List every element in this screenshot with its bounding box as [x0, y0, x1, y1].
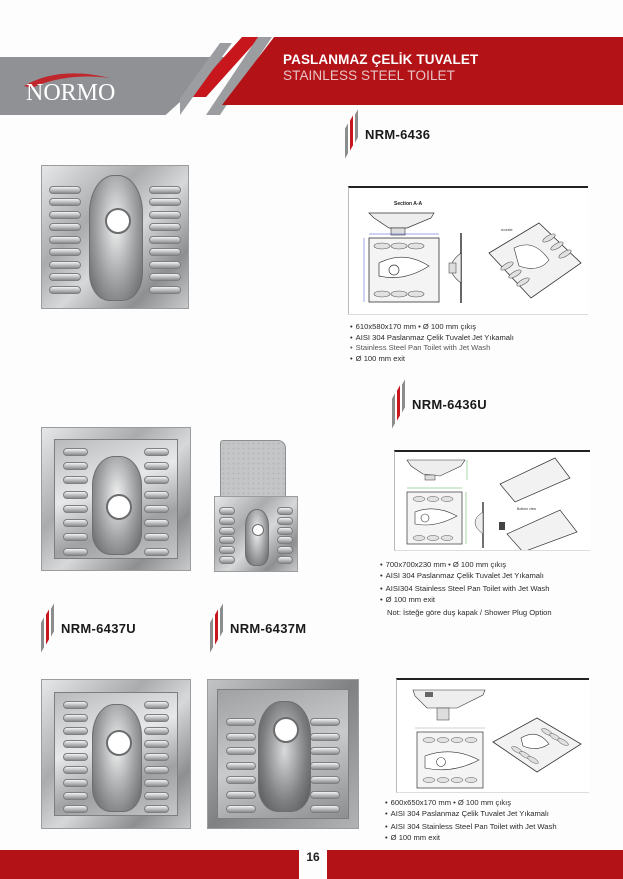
footer-red-band-right — [327, 850, 623, 879]
spec-item: • AISI304 Stainless Steel Pan Toilet with Jet Wash — [380, 584, 550, 594]
page-number: 16 — [306, 850, 320, 864]
spec-item: • Stainless Steel Pan Toilet with Jet Wash — [350, 343, 491, 353]
model-label-nrm-6436u — [392, 382, 487, 426]
spec-item: • Ø 100 mm exit — [385, 832, 441, 842]
model-code: NRM-6437M — [230, 620, 307, 636]
spec-list-nrm-6437u — [385, 798, 557, 843]
spec-item: • 700x700x230 mm • Ø 100 mm çıkış — [380, 560, 507, 569]
technical-drawing-nrm-6437u — [396, 678, 589, 793]
model-code: NRM-6436 — [365, 126, 431, 142]
spec-item: • AISI 304 Paslanmaz Çelik Tuvalet Jet Yıkamalı — [350, 332, 514, 342]
footer-red-band-left — [0, 850, 299, 879]
spec-item: • 600x650x170 mm • Ø 100 mm çıkış — [385, 798, 512, 807]
product-photo-nrm-6436u-with-shower-plug — [214, 496, 298, 572]
model-label-nrm-6437u — [41, 606, 136, 650]
spec-item: • 610x580x170 mm • Ø 100 mm çıkış — [350, 322, 477, 331]
product-photo-nrm-6437u — [41, 679, 191, 829]
spec-item: • AISI 304 Paslanmaz Çelik Tuvalet Jet Yıkamalı — [385, 808, 549, 818]
svg-text:Section A-A: Section A-A — [394, 201, 423, 207]
product-photo-nrm-6436 — [41, 165, 189, 309]
page-subtitle: STAINLESS STEEL TOILET — [283, 68, 456, 83]
model-stripes-icon — [210, 606, 224, 650]
spec-list-nrm-6436 — [350, 322, 514, 364]
spec-list-nrm-6436u — [380, 560, 552, 619]
product-photo-nrm-6436u — [41, 427, 191, 571]
page-title: PASLANMAZ ÇELİK TUVALET — [283, 52, 479, 67]
model-label-nrm-6437m — [210, 606, 306, 650]
spec-note: Not: İsteğe göre duş kapak / Shower Plug Option — [387, 608, 552, 618]
spec-item: • AISI 304 Paslanmaz Çelik Tuvalet Jet Yıkamalı — [380, 570, 544, 580]
svg-text:nozzle: nozzle — [501, 227, 513, 232]
brand-logo: NORMO — [26, 80, 116, 106]
spec-item: • Ø 100 mm exit — [380, 594, 436, 604]
model-stripes-icon — [41, 606, 55, 650]
model-stripes-icon — [392, 382, 406, 426]
technical-drawing-nrm-6436u — [394, 450, 590, 551]
model-label-nrm-6436 — [345, 112, 430, 156]
svg-text:Bottom view: Bottom view — [517, 507, 537, 511]
spec-item: • AISI 304 Stainless Steel Pan Toilet with Jet Wash — [385, 822, 557, 832]
model-code: NRM-6436U — [412, 396, 487, 412]
spec-item: • Ø 100 mm exit — [350, 353, 406, 363]
model-stripes-icon — [345, 112, 359, 156]
product-photo-splashback — [220, 440, 286, 500]
technical-drawing-nrm-6436 — [348, 186, 588, 315]
model-code: NRM-6437U — [61, 620, 136, 636]
product-photo-nrm-6437m — [207, 679, 359, 829]
